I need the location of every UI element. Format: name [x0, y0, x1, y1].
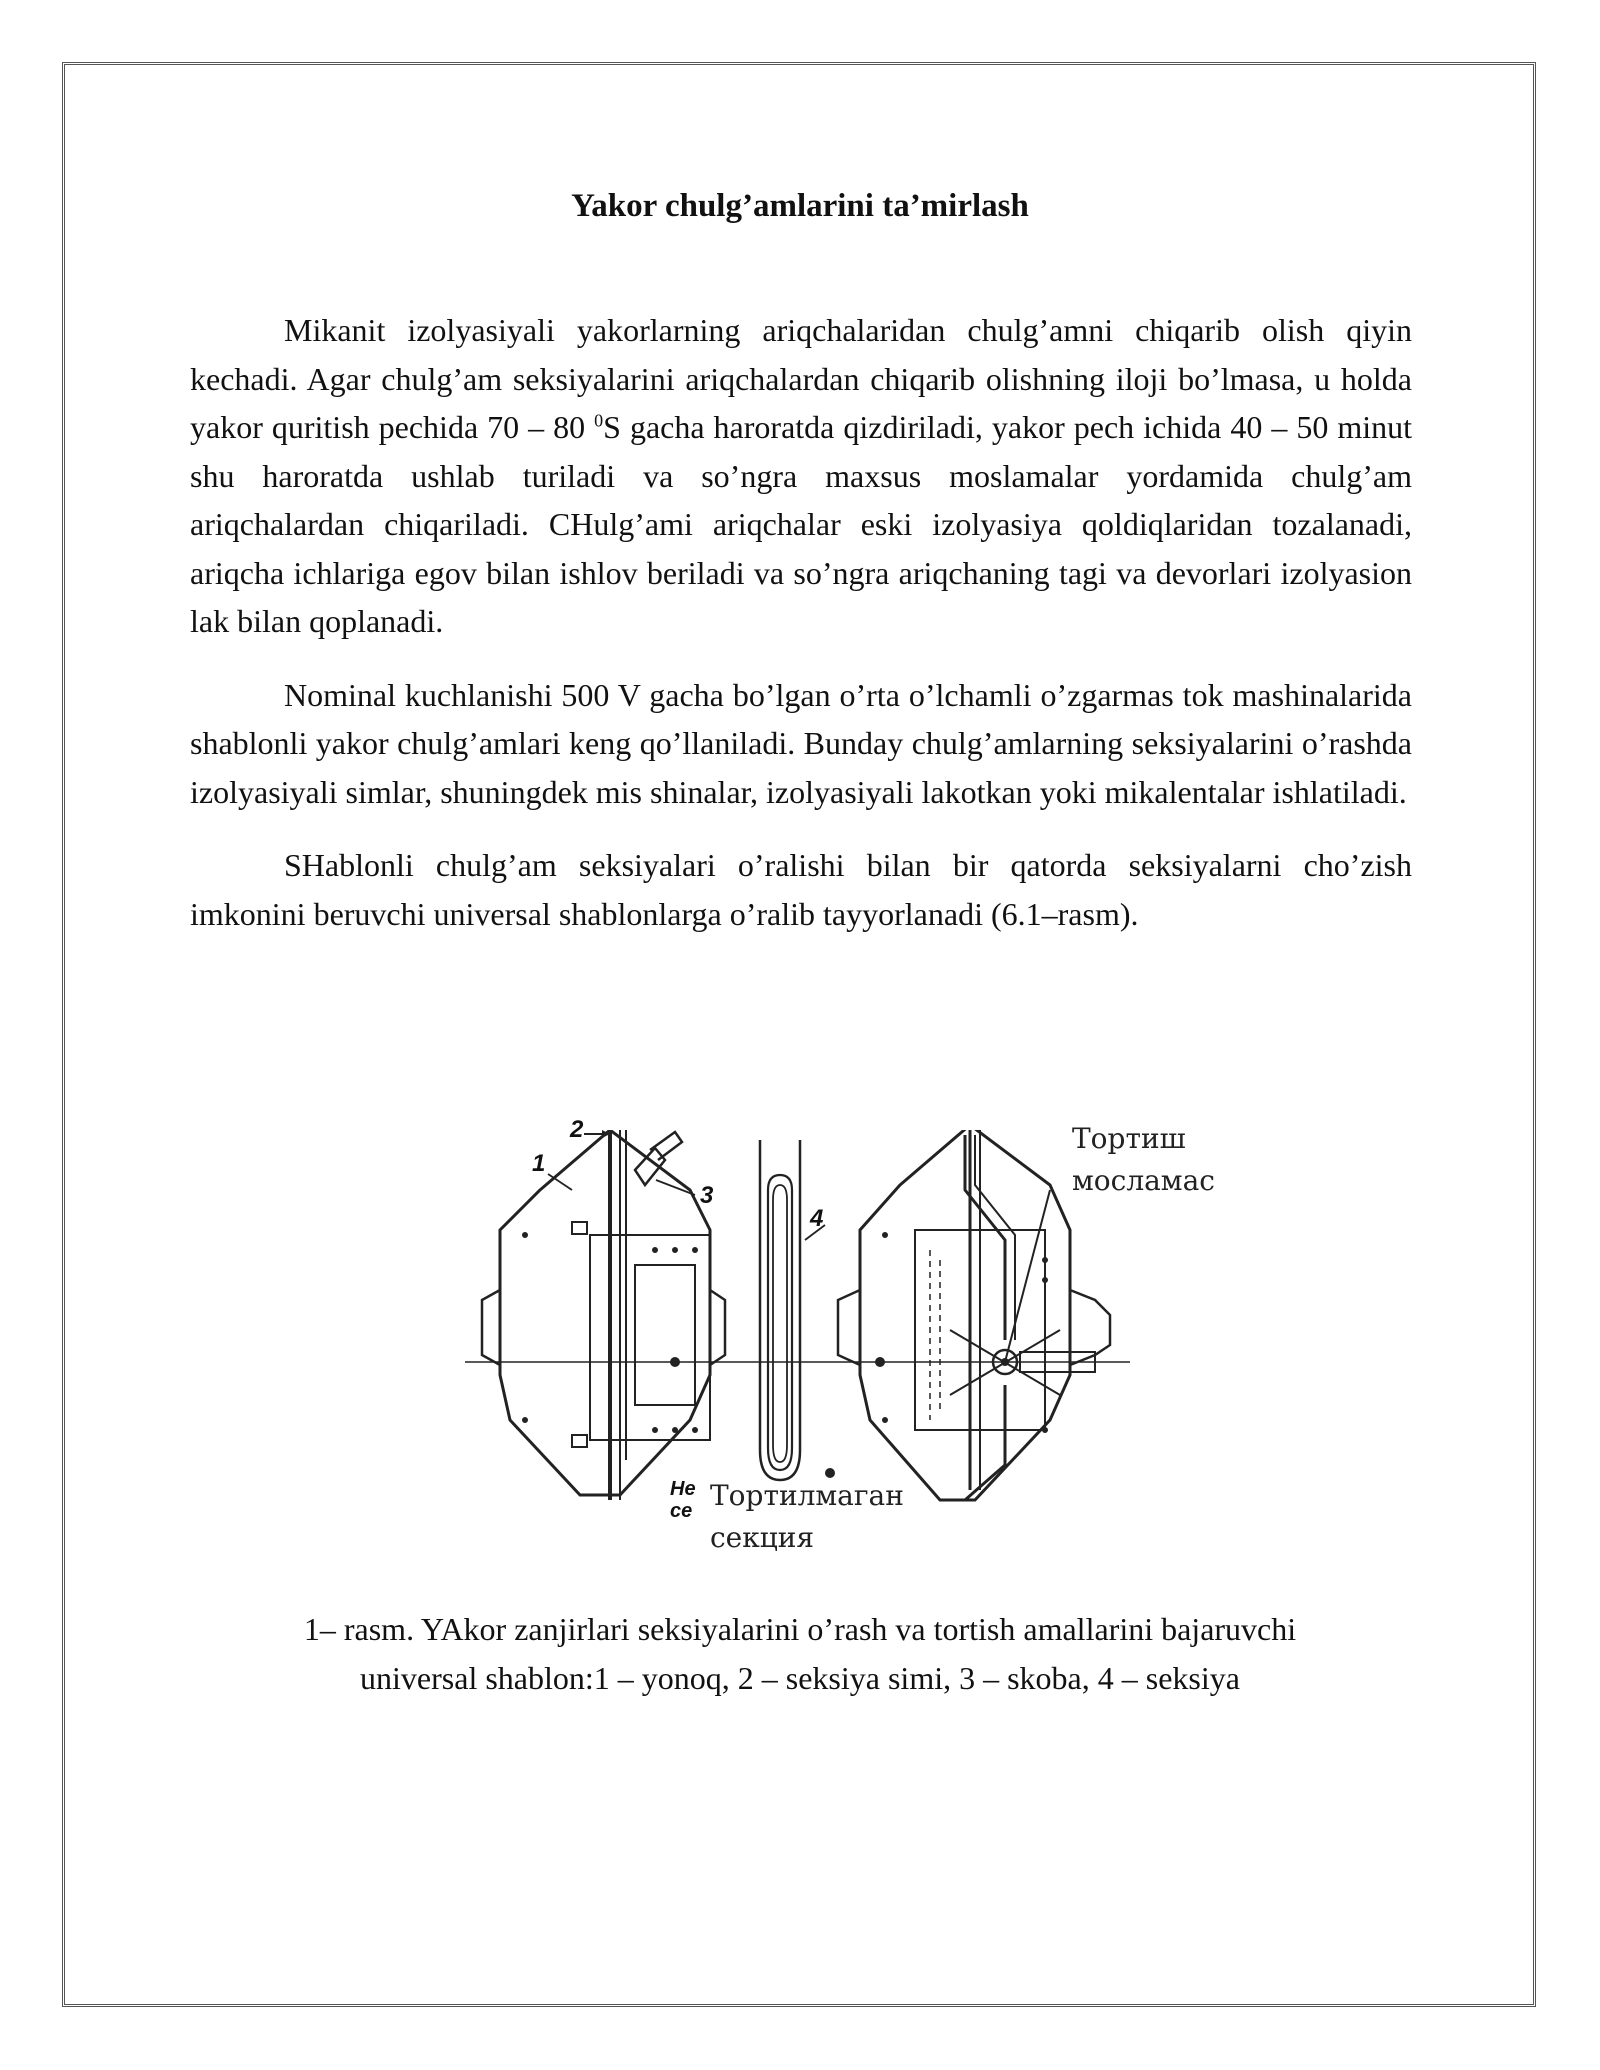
- partial-label-2: се: [670, 1500, 693, 1522]
- label-stretching-device: Тортиш мосламас: [1072, 1122, 1215, 1197]
- figure-caption: [180, 1605, 1420, 1702]
- right-rivets: [875, 1232, 1048, 1433]
- paragraph-2: Nominal kuchlanishi 500 V gacha bo’lgan o’rta o’lchamli o’zgarmas tok mashinalarida shablonli yakor chulg’amlari keng qo’llaniladi. Bunday chulg’amlarning seksiyalarini o’rashda izolyasiyali simlar, shuningdek mis shinalar, izolyasiyali lakotkan yoki mikalentalar ishlatiladi.: [190, 676, 1412, 810]
- label-unstretched-section: Тортилмаган секция: [710, 1479, 904, 1554]
- callout-3: 3: [700, 1182, 714, 1209]
- partial-label-1: Не: [670, 1478, 696, 1500]
- paragraph-1-part-b: S gacha haroratda qizdiriladi, yakor pech ichida 40 – 50 minut shu haroratda ushlab turiladi va so’ngra maxsus moslamalar yordamida chulg’am ariqchalardan chiqariladi. CHulg’ami ariqchalar eski izolyasiya qoldiqlaridan tozalanadi, ariqcha ichlariga egov bilan ishlov beriladi va so’ngra ariqchaning tagi va devorlari izolyasion lak bilan qoplanadi.: [190, 409, 1412, 639]
- left-inner-panel: [635, 1265, 695, 1405]
- degree-superscript: 0: [594, 410, 604, 431]
- figure-universal-template: [460, 1116, 1260, 1570]
- paragraph-1: [190, 306, 1412, 646]
- caption-line-1: 1– rasm. YAkor zanjirlari seksiyalarini o’rash va tortish amallarini bajaruvchi: [303, 1611, 1297, 1647]
- section-coil: [760, 1140, 800, 1480]
- callout-1: 1: [532, 1150, 546, 1177]
- paragraph-1-part-a: Mikanit izolyasiyali yakorlarning ariqchalaridan chulg’amni chiqarib olish qiyin kechadi. Agar chulg’am seksiyalarini ariqchalardan chiqarib olishning iloji bo’lmasa, u holda yakor quritish pechida 70 – 80: [190, 312, 1412, 445]
- document-body: [190, 306, 1412, 963]
- paragraph-3: SHablonli chulg’am seksiyalari o’ralishi bilan bir qatorda seksiyalarni cho’zish imkonini beruvchi universal shablonlarga o’ralib tayyorlanadi (6.1–rasm).: [190, 847, 1412, 932]
- left-plate-tab-left: [482, 1290, 500, 1365]
- callout-4: 4: [810, 1205, 824, 1232]
- right-plate-tab-right: [1070, 1290, 1110, 1365]
- caption-line-2: universal shablon:1 – yonoq, 2 – seksiya simi, 3 – skoba, 4 – seksiya: [360, 1659, 1240, 1696]
- page-title: Yakor chulg’amlarini ta’mirlash: [571, 188, 1029, 224]
- left-plate-tab-right: [710, 1290, 725, 1365]
- callout-2: 2: [570, 1116, 584, 1143]
